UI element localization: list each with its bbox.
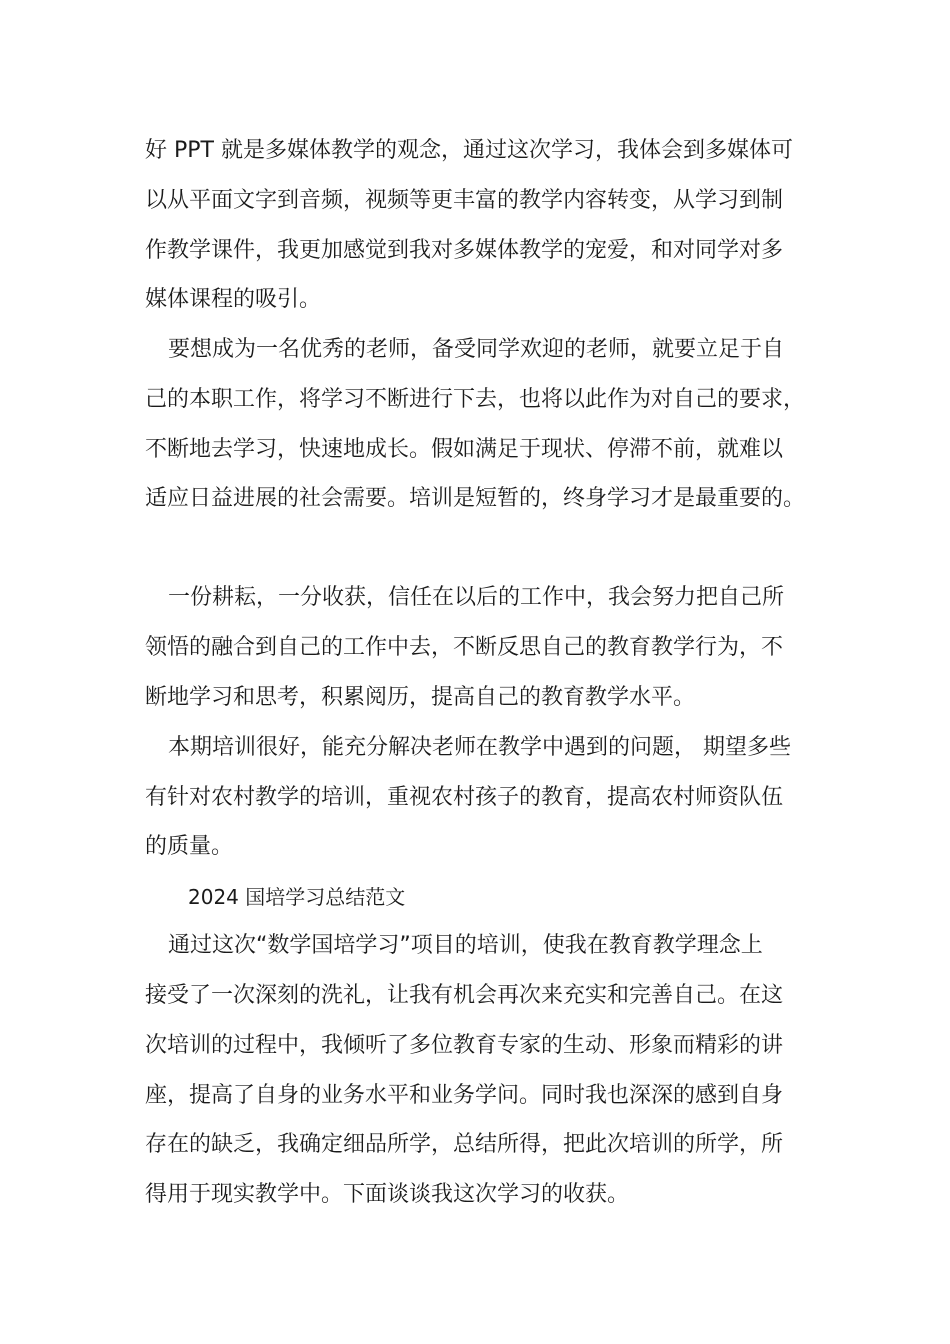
text-line: 作教学课件，我更加感觉到我对多媒体教学的宠爱，和对同学对多 [145, 238, 784, 263]
paragraph-start-line: 通过这次“数学国培学习”项目的培训，使我在教育教学理念上 [168, 933, 763, 958]
paragraph-start-line: 要想成为一名优秀的老师，备受同学欢迎的老师，就要立足于自 [168, 337, 785, 362]
paragraph-start-line: 本期培训很好，能充分解决老师在教学中遇到的问题， 期望多些 [168, 735, 791, 760]
text-line: 适应日益进展的社会需要。培训是短暂的，终身学习才是最重要的。 [145, 486, 806, 511]
text-line: 领悟的融合到自己的工作中去，不断反思自己的教育教学行为，不 [145, 635, 784, 660]
text-line: 己的本职工作，将学习不断进行下去，也将以此作为对自己的要求， [145, 387, 806, 412]
paragraph-start-line: 一份耕耘，一分收获，信任在以后的工作中，我会努力把自己所 [168, 585, 785, 610]
text-line: 有针对农村教学的培训，重视农村孩子的教育，提高农村师资队伍 [145, 785, 784, 810]
text-line: 接受了一次深刻的洗礼，让我有机会再次来充实和完善自己。在这 [145, 983, 784, 1008]
text-line: 座，提高了自身的业务水平和业务学问。同时我也深深的感到自身 [145, 1083, 784, 1108]
text-line: 断地学习和思考，积累阅历，提高自己的教育教学水平。 [145, 685, 696, 710]
text-line: 不断地去学习，快速地成长。假如满足于现状、停滞不前，就难以 [145, 437, 784, 462]
text-line: 的质量。 [145, 834, 234, 859]
section-heading: 2024 国培学习总结范文 [188, 885, 406, 909]
text-line: 次培训的过程中，我倾听了多位教育专家的生动、形象而精彩的讲 [145, 1033, 784, 1058]
text-line: 以从平面文字到音频，视频等更丰富的教学内容转变，从学习到制 [145, 188, 784, 213]
text-line: 好 PPT 就是多媒体教学的观念，通过这次学习，我体会到多媒体可 [145, 138, 793, 163]
text-line: 存在的缺乏，我确定细品所学，总结所得，把此次培训的所学，所 [145, 1132, 784, 1157]
text-line: 得用于现实教学中。下面谈谈我这次学习的收获。 [145, 1182, 630, 1207]
text-line: 媒体课程的吸引。 [145, 287, 322, 312]
